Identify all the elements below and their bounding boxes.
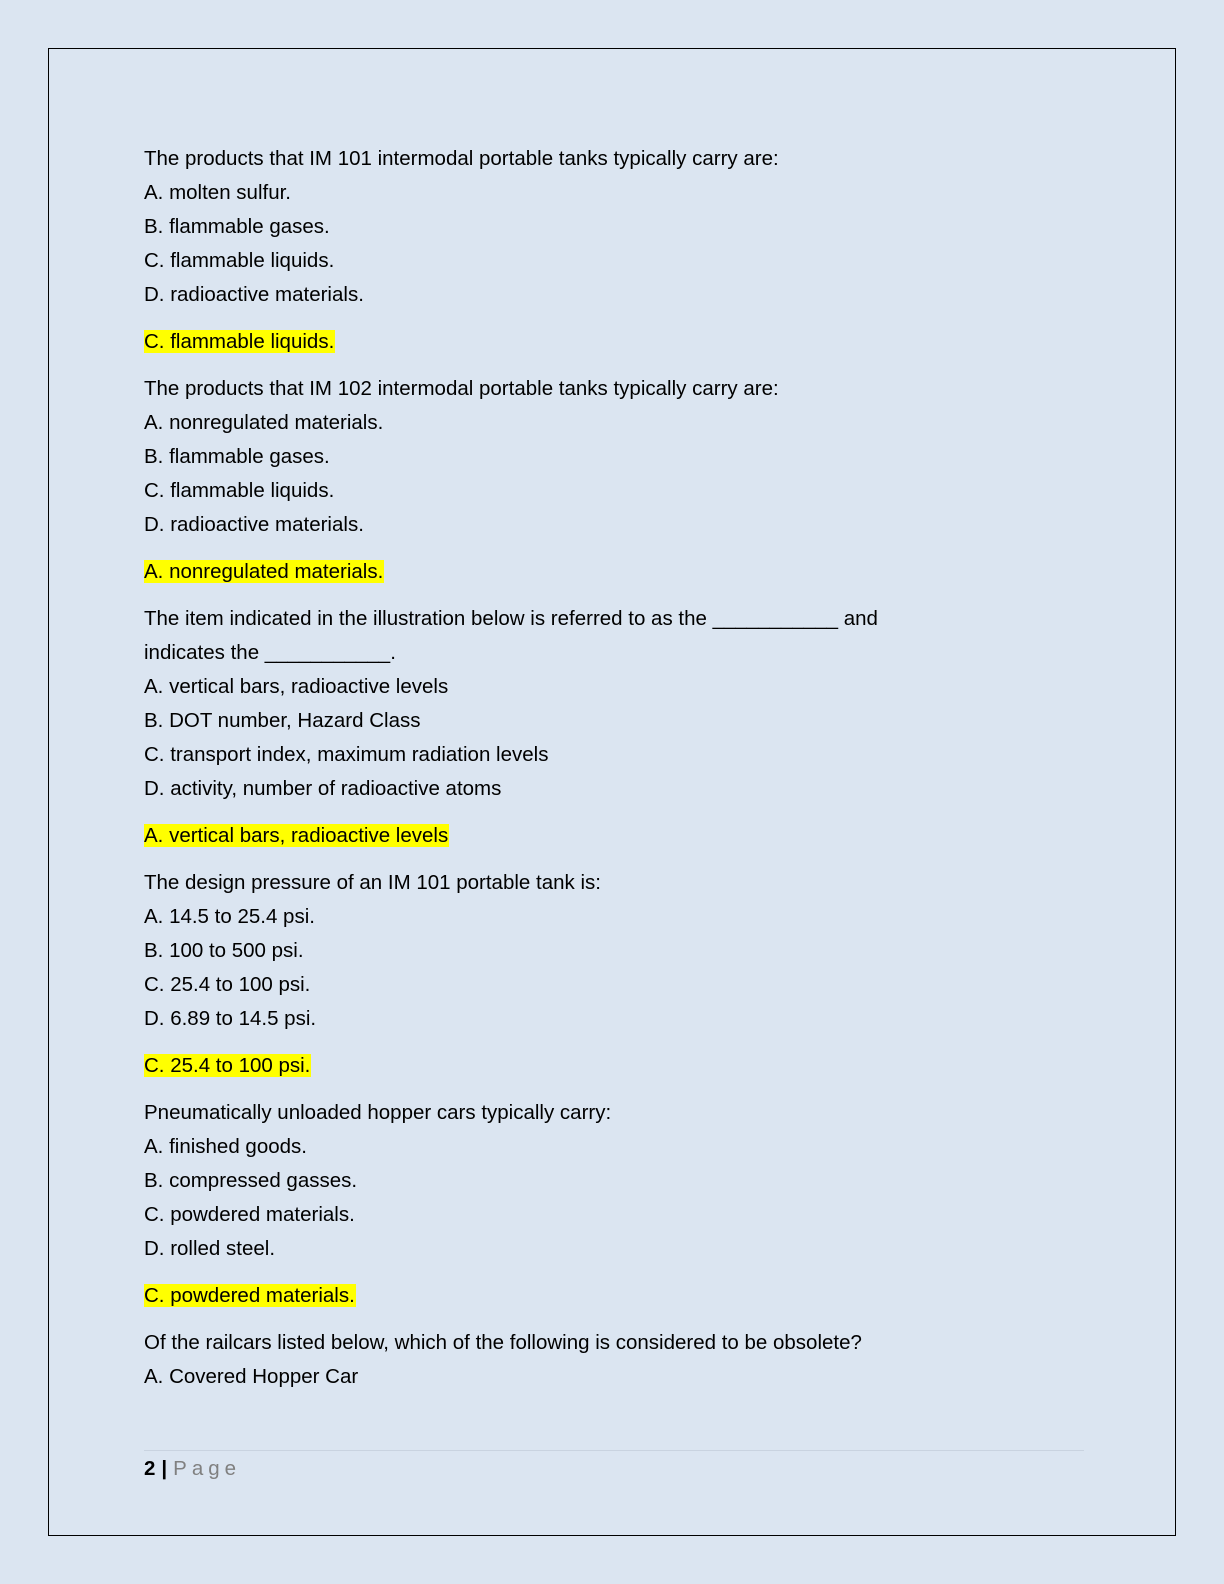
answer-4 <box>144 1051 1084 1081</box>
question-text: The products that IM 102 intermodal portable tanks typically carry are: <box>144 377 779 400</box>
page-number: 2 <box>144 1457 156 1480</box>
option-d: D. radioactive materials. <box>144 283 364 306</box>
option-a: A. 14.5 to 25.4 psi. <box>144 905 315 928</box>
option-c: C. 25.4 to 100 psi. <box>144 973 311 996</box>
document-body <box>144 142 1084 1394</box>
option-a: A. finished goods. <box>144 1135 307 1158</box>
question-text: The design pressure of an IM 101 portable tank is: <box>144 871 601 894</box>
option-b: B. 100 to 500 psi. <box>144 939 304 962</box>
question-text: Pneumatically unloaded hopper cars typically carry: <box>144 1101 612 1124</box>
question-text: The products that IM 101 intermodal portable tanks typically carry are: <box>144 147 779 170</box>
option-b: B. flammable gases. <box>144 445 330 468</box>
highlighted-answer: C. 25.4 to 100 psi. <box>144 1054 311 1077</box>
highlighted-answer: A. vertical bars, radioactive levels <box>144 824 449 847</box>
footer-separator: | <box>161 1457 168 1480</box>
page-footer <box>144 1454 241 1484</box>
answer-3 <box>144 821 1084 851</box>
answer-2 <box>144 557 1084 587</box>
option-c: C. powdered materials. <box>144 1203 355 1226</box>
question-text: Of the railcars listed below, which of the following is considered to be obsolete? <box>144 1331 862 1354</box>
option-a: A. Covered Hopper Car <box>144 1365 359 1388</box>
footer-divider <box>144 1450 1084 1451</box>
option-c: C. flammable liquids. <box>144 479 335 502</box>
question-text-continued: indicates the ___________. <box>144 641 396 664</box>
page-label: Page <box>173 1457 242 1480</box>
option-a: A. molten sulfur. <box>144 181 291 204</box>
question-1 <box>144 142 1084 312</box>
answer-1 <box>144 327 1084 357</box>
option-b: B. flammable gases. <box>144 215 330 238</box>
option-d: D. activity, number of radioactive atoms <box>144 777 502 800</box>
option-d: D. radioactive materials. <box>144 513 364 536</box>
option-b: B. DOT number, Hazard Class <box>144 709 421 732</box>
question-5 <box>144 1096 1084 1266</box>
answer-5 <box>144 1281 1084 1311</box>
option-d: D. 6.89 to 14.5 psi. <box>144 1007 317 1030</box>
question-2 <box>144 372 1084 542</box>
question-text: The item indicated in the illustration below is referred to as the ___________ and <box>144 607 878 630</box>
highlighted-answer: A. nonregulated materials. <box>144 560 384 583</box>
option-b: B. compressed gasses. <box>144 1169 358 1192</box>
option-c: C. flammable liquids. <box>144 249 335 272</box>
option-a: A. vertical bars, radioactive levels <box>144 675 449 698</box>
question-4 <box>144 866 1084 1036</box>
highlighted-answer: C. flammable liquids. <box>144 330 335 353</box>
option-a: A. nonregulated materials. <box>144 411 384 434</box>
highlighted-answer: C. powdered materials. <box>144 1284 355 1307</box>
question-3 <box>144 602 1084 806</box>
option-c: C. transport index, maximum radiation levels <box>144 743 549 766</box>
option-d: D. rolled steel. <box>144 1237 276 1260</box>
question-6 <box>144 1326 1084 1394</box>
